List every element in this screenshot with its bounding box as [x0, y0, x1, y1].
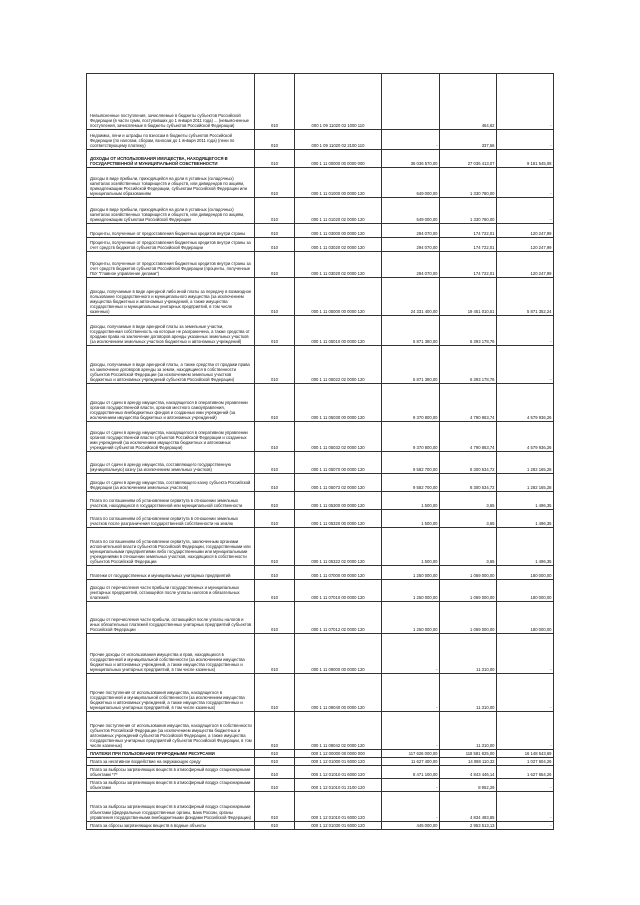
- row-name: Доходы от сдачи в аренду имущества, находящегося в оперативном управлении органов государственной власти, органов местного самоуправления, государственных внебюджетных фондов и созданных ими учреждений (за исключением имущества бюджетных и автономных учреждений): [87, 384, 255, 422]
- row-name: Доходы от перечисления части прибыли государственных и муниципальных унитарных предприятий, остающейся после уплаты налогов и обязательных платежей: [87, 580, 255, 602]
- table-row: [87, 492, 554, 510]
- table-row: [87, 238, 554, 252]
- row-approved-amount: 8 471 100,00: [382, 766, 440, 779]
- row-code: 010: [255, 758, 295, 766]
- row-name: Доходы от сдачи в аренду имущества, составляющего государственную (муниципальную) казну (за исключением земельных участков): [87, 452, 255, 474]
- row-executed-amount: 464,62: [440, 74, 497, 130]
- row-approved-amount: 294 070,00: [382, 252, 440, 278]
- row-code: 010: [255, 452, 295, 474]
- table-row: [87, 821, 554, 829]
- row-approved-amount: 9 370 800,00: [382, 422, 440, 452]
- row-code: 010: [255, 474, 295, 492]
- row-remaining-amount: -: [497, 778, 554, 791]
- row-code: 010: [255, 224, 295, 238]
- row-code: 010: [255, 602, 295, 634]
- row-approved-amount: 9 370 800,00: [382, 384, 440, 422]
- row-budget-code: 000 1 11 07012 02 0000 120: [295, 602, 382, 634]
- row-approved-amount: 36 036 570,00: [382, 150, 440, 168]
- row-executed-amount: 4 834 493,85: [440, 791, 497, 821]
- row-code: 010: [255, 674, 295, 712]
- row-remaining-amount: -: [497, 712, 554, 750]
- row-budget-code: 000 1 11 01020 02 0000 120: [295, 198, 382, 224]
- row-remaining-amount: -: [497, 74, 554, 130]
- table-row: [87, 580, 554, 602]
- row-name: Проценты, полученные от предоставления бюджетных кредитов внутри страны за счет средств бюджетов субъектов Российской Федерации: [87, 238, 255, 252]
- table-row: [87, 422, 554, 452]
- row-approved-amount: 1 250 000,00: [382, 602, 440, 634]
- row-approved-amount: 5 871 380,00: [382, 346, 440, 384]
- row-executed-amount: 27 036 413,07: [440, 150, 497, 168]
- row-executed-amount: 1 330 780,00: [440, 168, 497, 198]
- row-name: Плата за выбросы загрязняющих веществ в атмосферный воздух стационарными объектами: [87, 778, 255, 791]
- row-code: 010: [255, 510, 295, 528]
- row-approved-amount: 649 000,00: [382, 168, 440, 198]
- table-row: [87, 791, 554, 821]
- row-remaining-amount: 180 000,00: [497, 580, 554, 602]
- table-row: [87, 566, 554, 580]
- table-row: [87, 198, 554, 224]
- row-code: 010: [255, 150, 295, 168]
- row-approved-amount: 549 000,00: [382, 198, 440, 224]
- row-budget-code: 000 1 09 11020 02 1000 110: [295, 74, 382, 130]
- row-code: 010: [255, 130, 295, 150]
- row-approved-amount: -: [382, 130, 440, 150]
- row-budget-code: 000 1 12 01010 01 6000 120: [295, 766, 382, 779]
- row-name: Невыясненные поступления, зачисляемые в бюджеты субъектов Российской Федерации (в части сумм, поступивших до 1 января 2011 года) ... (невыясненные поступления, зачисляемые в бюджеты субъектов Российской Федерации): [87, 74, 255, 130]
- row-budget-code: 000 1 11 05322 02 0000 120: [295, 528, 382, 566]
- row-code: 010: [255, 528, 295, 566]
- row-approved-amount: -: [382, 674, 440, 712]
- row-name: Плата по соглашениям об установлении сервитута в отношении земельных участков после разграничения государственной собственности на землю: [87, 510, 255, 528]
- row-code: 010: [255, 566, 295, 580]
- row-budget-code: 000 1 11 05300 00 0000 120: [295, 492, 382, 510]
- row-name: Доходы от сдачи в аренду имущества, составляющего казну субъекта Российской Федерации (за исключением земельных участков): [87, 474, 255, 492]
- row-name: Доходы, получаемые в виде арендной либо иной платы за передачу в возмездное пользование государственного и муниципального имущества (за исключением имущества бюджетных и автономных учреждений, а также имущества государственных и муниципальных унитарных предприятий, в том числе казенных): [87, 278, 255, 316]
- row-code: 010: [255, 712, 295, 750]
- row-code: 010: [255, 821, 295, 829]
- row-approved-amount: 294 070,00: [382, 224, 440, 238]
- row-approved-amount: -: [382, 634, 440, 674]
- row-approved-amount: 1 250 000,00: [382, 566, 440, 580]
- row-name: Проценты, полученные от предоставления бюджетных кредитов внутри страны: [87, 224, 255, 238]
- table-row: [87, 712, 554, 750]
- row-remaining-amount: 1 627 654,26: [497, 766, 554, 779]
- table-row: [87, 150, 554, 168]
- row-budget-code: 000 1 11 07010 00 0000 120: [295, 580, 382, 602]
- row-code: 010: [255, 422, 295, 452]
- row-budget-code: 000 1 12 01030 01 6000 120: [295, 821, 382, 829]
- row-name: ДОХОДЫ ОТ ИСПОЛЬЗОВАНИЯ ИМУЩЕСТВА, НАХОДЯЩЕГОСЯ В ГОСУДАРСТВЕННОЙ И МУНИЦИПАЛЬНОЙ СОБСТВЕННОСТИ: [87, 150, 255, 168]
- row-executed-amount: 174 722,01: [440, 224, 497, 238]
- row-executed-amount: 118 581 825,00: [440, 750, 497, 758]
- row-remaining-amount: 4 579 936,26: [497, 384, 554, 422]
- table-row: [87, 278, 554, 316]
- row-executed-amount: 2 953 513,13: [440, 821, 497, 829]
- table-row: [87, 316, 554, 346]
- row-budget-code: 000 1 12 00000 00 0000 000: [295, 750, 382, 758]
- row-approved-amount: 9 582 700,00: [382, 474, 440, 492]
- table-row: [87, 758, 554, 766]
- row-budget-code: 000 1 11 09040 00 0000 120: [295, 674, 382, 712]
- row-code: 010: [255, 316, 295, 346]
- row-code: 010: [255, 238, 295, 252]
- row-code: 010: [255, 791, 295, 821]
- row-budget-code: 000 1 11 09042 02 0000 120: [295, 712, 382, 750]
- row-executed-amount: 6 393 178,76: [440, 346, 497, 384]
- row-remaining-amount: 16 148 543,69: [497, 750, 554, 758]
- row-name: Доходы от сдачи в аренду имущества, находящегося в оперативном управлении органов государственной власти субъектов Российской Федерации и созданных ими учреждений (за исключением имущества бюджетных и автономных учреждений субъектов Российской Федерации): [87, 422, 255, 452]
- row-executed-amount: 8 300 534,72: [440, 452, 497, 474]
- table-row: [87, 674, 554, 712]
- row-executed-amount: 1 069 000,00: [440, 580, 497, 602]
- row-remaining-amount: 180 000,00: [497, 602, 554, 634]
- row-budget-code: 000 1 11 07000 00 0000 120: [295, 566, 382, 580]
- table-row: [87, 130, 554, 150]
- row-budget-code: 000 1 11 05320 00 0000 120: [295, 510, 382, 528]
- row-name: Доходы от перечисления части прибыли, остающейся после уплаты налогов и иных обязательных платежей государственных унитарных предприятий субъектов Российской Федерации: [87, 602, 255, 634]
- row-remaining-amount: -: [497, 821, 554, 829]
- row-remaining-amount: 1 282 165,28: [497, 474, 554, 492]
- row-code: 010: [255, 766, 295, 779]
- row-code: 010: [255, 278, 295, 316]
- row-approved-amount: -: [382, 778, 440, 791]
- row-budget-code: 000 1 11 05000 00 0000 120: [295, 278, 382, 316]
- row-budget-code: 000 1 12 01010 01 2100 120: [295, 778, 382, 791]
- row-approved-amount: 1 250 000,00: [382, 580, 440, 602]
- row-name: ПЛАТЕЖИ ПРИ ПОЛЬЗОВАНИИ ПРИРОДНЫМИ РЕСУРСАМИ: [87, 750, 255, 758]
- row-executed-amount: 3,65: [440, 510, 497, 528]
- row-name: Доходы, получаемые в виде арендной платы, а также средства от продажи права на заключение договоров аренды за земли, находящиеся в собственности субъектов Российской Федерации (за исключением земельных участков бюджетных и автономных учреждений субъектов Российской Федерации): [87, 346, 255, 384]
- row-approved-amount: 1 500,00: [382, 492, 440, 510]
- row-approved-amount: 294 070,00: [382, 238, 440, 252]
- row-budget-code: 000 1 11 05010 00 0000 120: [295, 316, 382, 346]
- row-remaining-amount: 120 247,99: [497, 238, 554, 252]
- table-row: [87, 384, 554, 422]
- table-row: [87, 224, 554, 238]
- row-budget-code: 000 1 11 05022 02 0000 120: [295, 346, 382, 384]
- row-code: 010: [255, 198, 295, 224]
- row-executed-amount: 1 330 780,00: [440, 198, 497, 224]
- row-remaining-amount: 9 181 545,08: [497, 150, 554, 168]
- row-budget-code: 000 1 11 01000 00 0000 120: [295, 168, 382, 198]
- row-name: Проценты, полученные от предоставления бюджетных кредитов внутри страны за счет средств бюджетов субъектов Российской Федерации (проценты, полученные ГБУ "Главное управление делами"): [87, 252, 255, 278]
- row-name: Доходы, получаемые в виде арендной платы за земельные участки, государственная собственность на которые не разграничена, а также средства от продажи права на заключение договоров аренды указанных земельных участков (за исключением земельных участков бюджетных и автономных учреждений): [87, 316, 255, 346]
- row-budget-code: 000 1 11 05030 00 0000 120: [295, 384, 382, 422]
- row-budget-code: 000 1 11 05072 02 0000 120: [295, 474, 382, 492]
- row-approved-amount: -: [382, 791, 440, 821]
- row-executed-amount: 4 790 863,74: [440, 384, 497, 422]
- row-name: Платежи от государственных и муниципальных унитарных предприятий: [87, 566, 255, 580]
- row-name: Плата по соглашениям об установлении сервитута, заключенным органами исполнительной власти субъектов Российской Федерации, государственными или муниципальными предприятиями либо государственными или муниципальными учреждениями в отношении земельных участков, находящихся в собственности субъектов Российской Федерации: [87, 528, 255, 566]
- row-name: Плата за выбросы загрязняющих веществ в атмосферный воздух стационарными объектами *7*: [87, 766, 255, 779]
- table-row: [87, 474, 554, 492]
- row-name: Плата за негативное воздействие на окружающую среду: [87, 758, 255, 766]
- row-executed-amount: 11 310,00: [440, 634, 497, 674]
- row-budget-code: 000 1 11 09000 00 0000 120: [295, 634, 382, 674]
- row-code: 010: [255, 168, 295, 198]
- row-executed-amount: 11 310,00: [440, 712, 497, 750]
- row-remaining-amount: 1 496,35: [497, 510, 554, 528]
- budget-revenue-table: [86, 73, 554, 830]
- table-row: [87, 602, 554, 634]
- row-budget-code: 000 1 11 05070 00 0000 120: [295, 452, 382, 474]
- row-approved-amount: 1 500,00: [382, 528, 440, 566]
- row-executed-amount: 174 722,01: [440, 238, 497, 252]
- table-row: [87, 510, 554, 528]
- row-budget-code: 000 1 11 00000 00 0000 000: [295, 150, 382, 168]
- table-row: [87, 168, 554, 198]
- row-executed-amount: 1 069 000,00: [440, 566, 497, 580]
- table-row: [87, 778, 554, 791]
- row-code: 010: [255, 634, 295, 674]
- row-remaining-amount: 1 282 165,28: [497, 452, 554, 474]
- row-name: Плата за сбросы загрязняющих веществ в водные объекты: [87, 821, 255, 829]
- row-name: Доходы в виде прибыли, приходящейся на доли в уставных (складочных) капиталах хозяйственных товариществ и обществ, или дивидендов по акциям, принадлежащим Российской Федерации, субъектам Российской Федерации или муниципальным образованиям: [87, 168, 255, 198]
- row-approved-amount: 24 331 400,00: [382, 278, 440, 316]
- row-remaining-amount: -: [497, 346, 554, 384]
- row-remaining-amount: 1 496,35: [497, 492, 554, 510]
- row-executed-amount: 4 843 446,14: [440, 766, 497, 779]
- row-name: Доходы в виде прибыли, приходящейся на доли в уставных (складочных) капиталах хозяйственных товариществ и обществ, или дивидендов по акциям, принадлежащим субъектам Российской Федерации: [87, 198, 255, 224]
- table-row: [87, 634, 554, 674]
- row-name: Плата по соглашениям об установлении сервитута в отношении земельных участков, находящихся в государственной или муниципальной собственности: [87, 492, 255, 510]
- row-remaining-amount: -: [497, 791, 554, 821]
- row-budget-code: 000 1 11 03020 02 0000 120: [295, 238, 382, 252]
- row-remaining-amount: 1 496,35: [497, 528, 554, 566]
- row-executed-amount: 1 069 000,00: [440, 602, 497, 634]
- row-approved-amount: -: [382, 712, 440, 750]
- row-approved-amount: 9 582 700,00: [382, 452, 440, 474]
- row-approved-amount: 445 000,00: [382, 821, 440, 829]
- row-name: Прочие доходы от использования имущества и прав, находящихся в государственной и муниципальной собственности (за исключением имущества бюджетных и автономных учреждений, а также имущества государственных и муниципальных унитарных предприятий, в том числе казенных): [87, 634, 255, 674]
- row-code: 010: [255, 346, 295, 384]
- row-budget-code: 000 1 11 05032 02 0000 120: [295, 422, 382, 452]
- row-remaining-amount: 5 871 352,24: [497, 278, 554, 316]
- row-name: Недоимка, пени и штрафы по взносам в бюджеты субъектов Российской Федерации (по налогам, сборам, взносам до 1 января 2011 года) (пени по соответствующему платежу): [87, 130, 255, 150]
- table-body: [87, 74, 554, 830]
- table-row: [87, 74, 554, 130]
- row-budget-code: 000 1 11 03000 00 0000 120: [295, 224, 382, 238]
- row-code: 010: [255, 492, 295, 510]
- row-approved-amount: 117 626 000,00: [382, 750, 440, 758]
- row-remaining-amount: 120 247,99: [497, 252, 554, 278]
- row-executed-amount: 19 451 010,51: [440, 278, 497, 316]
- row-executed-amount: 8 952,29: [440, 778, 497, 791]
- row-name: Плата за выбросы загрязняющих веществ в атмосферный воздух стационарными объектами (федеральные государственные органы, Банк России, органы управления государственными внебюджетными фондами Российской Федерации): [87, 791, 255, 821]
- row-remaining-amount: 1 027 604,26: [497, 758, 554, 766]
- row-name: Прочие поступления от использования имущества, находящегося в собственности субъектов Российской Федерации (за исключением имущества бюджетных и автономных учреждений субъектов Российской Федерации, а также имущества государственных унитарных предприятий субъектов Российской Федерации, в том числе казенных): [87, 712, 255, 750]
- table-row: [87, 252, 554, 278]
- row-executed-amount: 8 300 534,72: [440, 474, 497, 492]
- row-remaining-amount: -: [497, 674, 554, 712]
- row-budget-code: 000 1 11 03020 02 0000 120: [295, 252, 382, 278]
- table-row: [87, 528, 554, 566]
- table-row: [87, 750, 554, 758]
- row-executed-amount: 3,65: [440, 528, 497, 566]
- row-remaining-amount: 120 247,99: [497, 224, 554, 238]
- table-row: [87, 766, 554, 779]
- row-executed-amount: 174 722,01: [440, 252, 497, 278]
- row-code: 010: [255, 580, 295, 602]
- row-name: Прочие поступления от использования имущества, находящегося в государственной и муниципальной собственности (за исключением имущества бюджетных и автономных учреждений, а также имущества государственных и муниципальных унитарных предприятий, в том числе казенных): [87, 674, 255, 712]
- row-code: 010: [255, 750, 295, 758]
- row-remaining-amount: -: [497, 130, 554, 150]
- row-executed-amount: 4 790 863,74: [440, 422, 497, 452]
- row-executed-amount: 14 088 110,32: [440, 758, 497, 766]
- row-approved-amount: 5 871 380,00: [382, 316, 440, 346]
- row-code: 010: [255, 384, 295, 422]
- row-remaining-amount: 180 000,00: [497, 566, 554, 580]
- row-budget-code: 000 1 12 01000 01 6000 120: [295, 758, 382, 766]
- row-remaining-amount: -: [497, 168, 554, 198]
- row-code: 010: [255, 778, 295, 791]
- row-remaining-amount: -: [497, 316, 554, 346]
- row-remaining-amount: 4 579 936,26: [497, 422, 554, 452]
- table-row: [87, 452, 554, 474]
- row-executed-amount: 3,65: [440, 492, 497, 510]
- row-executed-amount: 11 310,00: [440, 674, 497, 712]
- row-executed-amount: 337,56: [440, 130, 497, 150]
- row-approved-amount: 11 627 400,00: [382, 758, 440, 766]
- table-row: [87, 346, 554, 384]
- row-executed-amount: 6 393 178,76: [440, 316, 497, 346]
- row-approved-amount: [382, 74, 440, 130]
- row-budget-code: 000 1 12 01010 01 6000 120: [295, 791, 382, 821]
- row-code: 010: [255, 74, 295, 130]
- row-remaining-amount: -: [497, 198, 554, 224]
- row-approved-amount: 1 500,00: [382, 510, 440, 528]
- row-budget-code: 000 1 09 11020 02 2100 110: [295, 130, 382, 150]
- row-code: 010: [255, 252, 295, 278]
- row-remaining-amount: -: [497, 634, 554, 674]
